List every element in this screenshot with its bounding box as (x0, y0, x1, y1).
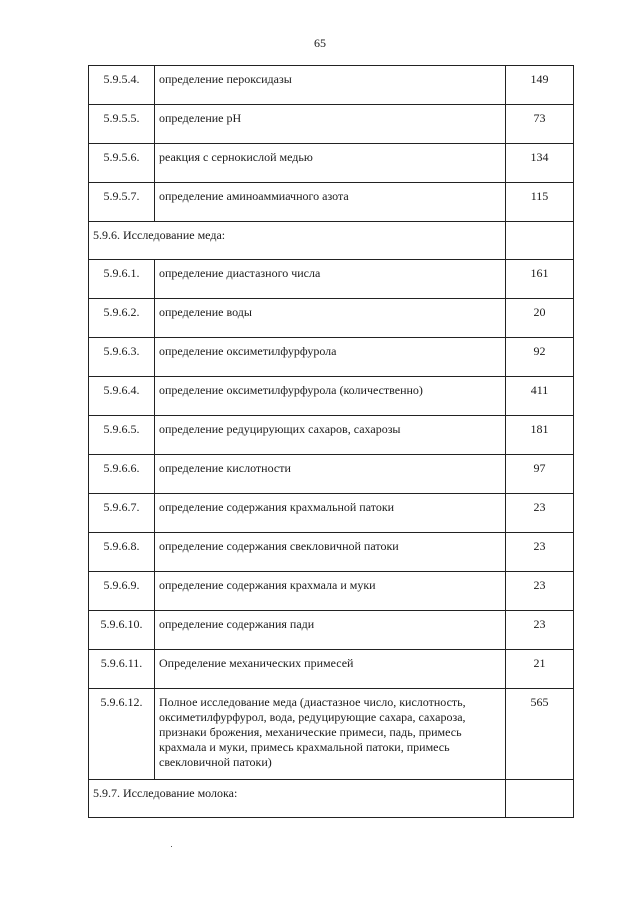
section-title: 5.9.7. Исследование молока: (89, 780, 506, 818)
table-row (89, 689, 574, 780)
row-price: 181 (506, 416, 574, 455)
row-code: 5.9.6.7. (89, 494, 155, 533)
row-code: 5.9.6.1. (89, 260, 155, 299)
table-row (89, 611, 574, 650)
row-price: 23 (506, 572, 574, 611)
row-code: 5.9.5.5. (89, 105, 155, 144)
row-name: определение воды (155, 299, 506, 338)
row-code: 5.9.5.7. (89, 183, 155, 222)
row-price: 161 (506, 260, 574, 299)
section-price-cell (506, 780, 574, 818)
row-code: 5.9.6.4. (89, 377, 155, 416)
table-body (89, 66, 574, 818)
row-name: определение кислотности (155, 455, 506, 494)
section-row (89, 780, 574, 818)
row-name: определение пероксидазы (155, 66, 506, 105)
row-name: определение диастазного числа (155, 260, 506, 299)
row-name: определение оксиметилфурфурола (155, 338, 506, 377)
row-name: определение содержания крахмала и муки (155, 572, 506, 611)
row-price: 134 (506, 144, 574, 183)
table-row (89, 338, 574, 377)
row-code: 5.9.6.12. (89, 689, 155, 780)
row-price: 23 (506, 494, 574, 533)
table-row (89, 533, 574, 572)
row-name: определение рН (155, 105, 506, 144)
row-price: 115 (506, 183, 574, 222)
row-code: 5.9.6.5. (89, 416, 155, 455)
table-row (89, 105, 574, 144)
scan-speck (171, 846, 172, 847)
row-code: 5.9.6.10. (89, 611, 155, 650)
row-name: Полное исследование меда (диастазное число, кислотность, оксиметилфурфурол, вода, редуцирующие сахара, сахароза, признаки брожения, механические примеси, падь, примесь крахмала и муки, примесь крахмальной патоки, примесь свекловичной патоки) (155, 689, 506, 780)
row-code: 5.9.5.6. (89, 144, 155, 183)
row-price: 23 (506, 533, 574, 572)
row-code: 5.9.6.11. (89, 650, 155, 689)
row-name: Определение механических примесей (155, 650, 506, 689)
row-name: определение аминоаммиачного азота (155, 183, 506, 222)
row-name: определение редуцирующих сахаров, сахарозы (155, 416, 506, 455)
row-price: 411 (506, 377, 574, 416)
row-price: 23 (506, 611, 574, 650)
section-title: 5.9.6. Исследование меда: (89, 222, 506, 260)
price-table (88, 65, 574, 818)
row-code: 5.9.6.3. (89, 338, 155, 377)
row-price: 149 (506, 66, 574, 105)
row-code: 5.9.6.9. (89, 572, 155, 611)
table-row (89, 494, 574, 533)
row-price: 92 (506, 338, 574, 377)
table-row (89, 650, 574, 689)
table-row (89, 144, 574, 183)
page-number: 65 (314, 36, 326, 50)
table-row (89, 260, 574, 299)
section-row (89, 222, 574, 260)
row-name: определение содержания пади (155, 611, 506, 650)
row-code: 5.9.6.6. (89, 455, 155, 494)
row-price: 20 (506, 299, 574, 338)
table-row (89, 66, 574, 105)
row-code: 5.9.6.8. (89, 533, 155, 572)
section-price-cell (506, 222, 574, 260)
table-row (89, 183, 574, 222)
table-row (89, 377, 574, 416)
row-name: реакция с сернокислой медью (155, 144, 506, 183)
table-row (89, 572, 574, 611)
row-name: определение содержания свекловичной патоки (155, 533, 506, 572)
row-code: 5.9.6.2. (89, 299, 155, 338)
row-price: 73 (506, 105, 574, 144)
row-price: 97 (506, 455, 574, 494)
table-row (89, 416, 574, 455)
row-name: определение содержания крахмальной патоки (155, 494, 506, 533)
row-price: 565 (506, 689, 574, 780)
row-price: 21 (506, 650, 574, 689)
row-code: 5.9.5.4. (89, 66, 155, 105)
row-name: определение оксиметилфурфурола (количественно) (155, 377, 506, 416)
table-row (89, 455, 574, 494)
table-row (89, 299, 574, 338)
